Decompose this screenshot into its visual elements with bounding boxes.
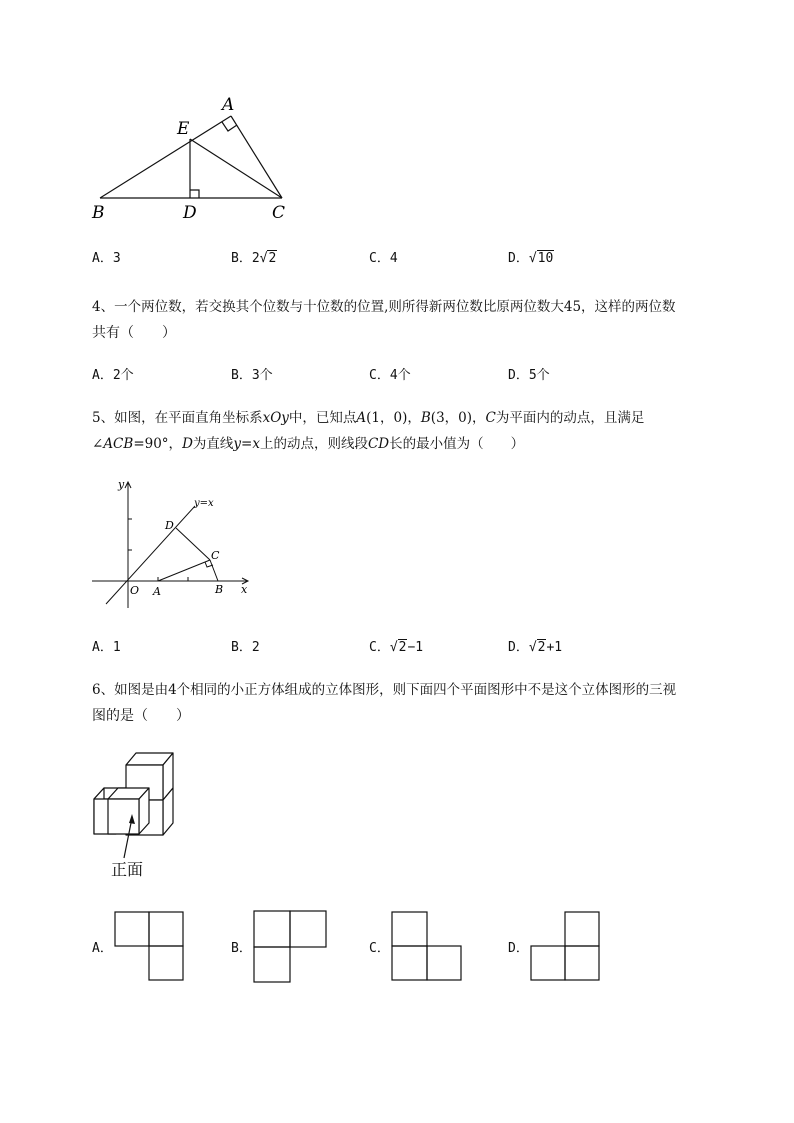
q5-text: (1，0)， (366, 410, 421, 426)
q5-segment-cd: CD (367, 436, 390, 452)
q5-line-yx: y=x (233, 436, 260, 452)
q6-option-c-figure (391, 911, 463, 983)
q5-option-b: B．2 (231, 640, 260, 655)
sqrt-symbol: √2 (528, 640, 546, 655)
front-label: 正面 (111, 860, 144, 879)
q3-option-d-radicand: 10 (537, 251, 554, 266)
coordinate-figure (88, 476, 258, 612)
q5-point-b: B (420, 410, 431, 426)
q4-option-a: A．2个 (92, 368, 134, 383)
fig2-label-A: A (153, 585, 161, 598)
q6-option-a-label: A． (92, 941, 113, 956)
q5-option-c-prefix: C． (369, 640, 390, 655)
fig2-label-y: y (118, 478, 125, 491)
q6-question-line1: 6、如图是由4个相同的小正方体组成的立体图形，则下面四个平面图形中不是这个立体图形的三视 (92, 682, 677, 698)
q3-option-b-prefix: B．2 (231, 251, 260, 266)
q5-option-c-radicand: 2 (398, 640, 407, 655)
fig1-label-B: B (92, 203, 105, 223)
front-arrow (120, 812, 140, 862)
fig2-label-line: y=x (194, 498, 214, 509)
q3-option-b (231, 248, 277, 270)
q3-option-b-radicand: 2 (268, 251, 277, 266)
q6-option-b-label: B． (231, 941, 252, 956)
q5-xoy: xOy (262, 410, 289, 426)
q4-question-line2: 共有（ ） (92, 325, 176, 341)
q5-option-d-suffix: +1 (546, 640, 563, 655)
q5-option-c (369, 637, 423, 659)
fig2-label-B: B (215, 583, 224, 596)
q4-option-c: C．4个 (369, 368, 411, 383)
q6-option-b-figure (253, 910, 328, 984)
q5-text: 上的动点，则线段 (259, 436, 368, 452)
q5-text: (3，0)， (430, 410, 486, 426)
fig1-label-A: A (222, 95, 235, 115)
q6-option-a-figure (114, 911, 186, 983)
fig1-label-C: C (272, 203, 286, 223)
fig2-label-D: D (165, 519, 174, 532)
q6-option-d-figure (530, 911, 602, 983)
q5-angle-acb: ACB (103, 436, 134, 452)
q3-option-d-prefix: D． (508, 251, 529, 266)
q4-question-line1: 4、一个两位数，若交换其个位数与十位数的位置,则所得新两位数比原两位数大45，这样的两位数 (92, 299, 676, 315)
q5-point-c: C (485, 410, 496, 426)
q5-question-line2 (92, 433, 524, 455)
q5-option-d (508, 637, 562, 659)
q6-option-c-label: C． (369, 941, 390, 956)
q5-text: 为平面内的动点，且满足 (495, 410, 645, 426)
q5-point-d: D (182, 436, 193, 452)
q5-question-line1 (92, 407, 644, 429)
q3-option-d (508, 248, 554, 270)
q5-text: ∠ (92, 436, 104, 452)
fig1-label-E: E (177, 119, 190, 139)
q3-option-a: A．3 (92, 251, 121, 266)
q5-option-a: A．1 (92, 640, 121, 655)
q6-question-line2: 图的是（ ） (92, 708, 190, 724)
fig2-label-x: x (241, 583, 248, 596)
q5-text: 为直线 (192, 436, 234, 452)
fig1-label-D: D (183, 203, 197, 223)
triangle-figure (80, 90, 310, 230)
sqrt-symbol: √10 (528, 251, 554, 266)
q3-option-c: C．4 (369, 251, 398, 266)
q5-text: 长的最小值为（ ） (389, 436, 525, 452)
q5-option-d-prefix: D． (508, 640, 529, 655)
fig2-label-O: O (130, 584, 140, 597)
q6-option-d-label: D． (508, 941, 529, 956)
q5-text: 中，已知点 (288, 410, 357, 426)
q5-point-a: A (356, 410, 367, 426)
sqrt-symbol: √2 (389, 640, 407, 655)
sqrt-symbol: √2 (259, 251, 277, 266)
q4-option-b: B．3个 (231, 368, 273, 383)
q4-option-d: D．5个 (508, 368, 550, 383)
q5-option-d-radicand: 2 (537, 640, 546, 655)
fig2-label-C: C (211, 549, 220, 562)
q5-option-c-suffix: −1 (407, 640, 424, 655)
q5-text: 5、如图，在平面直角坐标系 (92, 410, 263, 426)
q5-text: =90°， (133, 436, 183, 452)
